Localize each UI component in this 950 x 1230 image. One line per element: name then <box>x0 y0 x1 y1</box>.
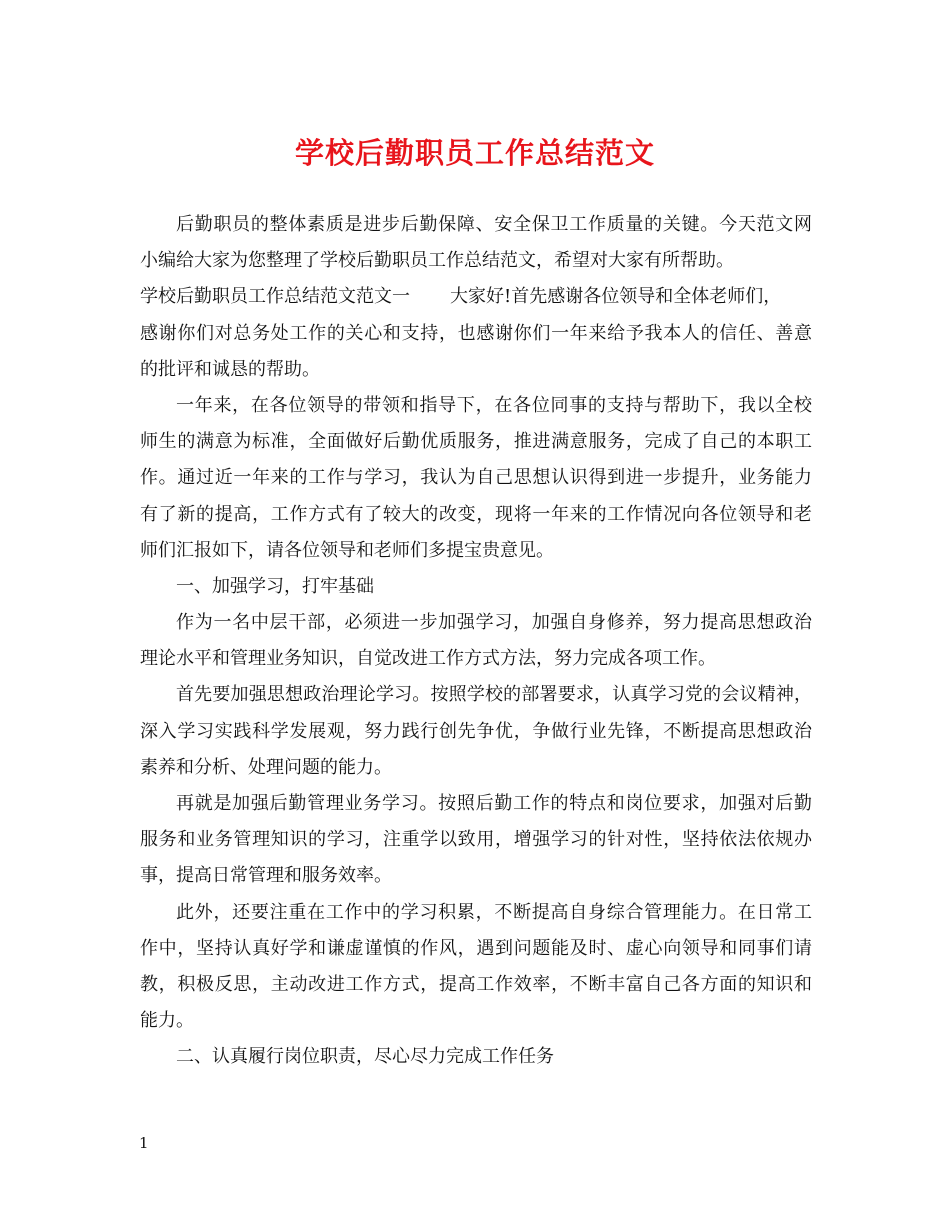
text-line-content: 的批评和诚恳的帮助。 <box>140 358 320 380</box>
text-line <box>140 424 812 460</box>
text-line <box>140 279 812 315</box>
text-line-content: 有了新的提高，工作方式有了较大的改变，现将一年来的工作情况向各位领导和老 <box>140 503 812 525</box>
text-line-content: 首先要加强思想政治理论学习。按照学校的部署要求，认真学习党的会议精神， <box>176 684 812 706</box>
text-line-content: 理论水平和管理业务知识，自觉改进工作方式方法，努力完成各项工作。 <box>140 648 716 670</box>
text-line <box>140 822 812 858</box>
text-line-content: 一、加强学习，打牢基础 <box>176 575 374 597</box>
text-line <box>140 895 812 931</box>
document-body <box>140 207 812 1076</box>
text-line-content: 教，积极反思，主动改进工作方式，提高工作效率，不断丰富自己各方面的知识和 <box>140 973 812 995</box>
text-line-content: 作为一名中层干部，必须进一步加强学习，加强自身修养，努力提高思想政治 <box>176 612 812 634</box>
text-line-content: 学校后勤职员工作总结范文范文一 <box>140 286 410 308</box>
text-line-content: 此外，还要注重在工作中的学习积累，不断提高自身综合管理能力。在日常工 <box>176 901 812 923</box>
text-line-content: 服务和业务管理知识的学习，注重学以致用，增强学习的针对性，坚持依法依规办 <box>140 829 812 851</box>
text-line <box>140 750 812 786</box>
text-line-content: 再就是加强后勤管理业务学习。按照后勤工作的特点和岗位要求，加强对后勤 <box>176 793 812 814</box>
text-line <box>140 1039 812 1075</box>
text-line <box>140 714 812 750</box>
text-line-content: 一年来，在各位领导的带领和指导下，在各位同事的支持与帮助下，我以全校 <box>176 394 812 416</box>
text-line-content: 师生的满意为标准，全面做好后勤优质服务，推进满意服务，完成了自己的本职工 <box>140 431 812 453</box>
document-title: 学校后勤职员工作总结范文 <box>294 136 655 170</box>
text-line <box>140 497 812 533</box>
text-line-content: 作中，坚持认真好学和谦虚谨慎的作风，遇到问题能及时、虚心向领导和同事们请 <box>140 937 812 959</box>
text-line-content: 能力。 <box>140 1010 194 1032</box>
text-line-content: 作。通过近一年来的工作与学习，我认为自己思想认识得到进一步提升，业务能力 <box>140 467 812 489</box>
text-line <box>140 352 812 388</box>
text-line <box>140 677 812 713</box>
text-line <box>140 569 812 605</box>
text-line-content: 事，提高日常管理和服务效率。 <box>140 865 392 887</box>
text-line <box>140 243 812 279</box>
text-line-content: 后勤职员的整体素质是进步后勤保障、安全保卫工作质量的关键。今天范文网 <box>176 214 812 235</box>
text-line <box>140 786 812 822</box>
text-line-content: 小编给大家为您整理了学校后勤职员工作总结范文，希望对大家有所帮助。 <box>140 250 734 272</box>
text-line <box>140 388 812 424</box>
text-line <box>140 533 812 569</box>
text-line-tail: 大家好!首先感谢各位领导和全体老师们， <box>450 286 782 308</box>
text-line <box>140 967 812 1003</box>
text-line <box>140 641 812 677</box>
text-line <box>140 460 812 496</box>
text-line <box>140 931 812 967</box>
text-line <box>140 858 812 894</box>
text-line-content: 二、认真履行岗位职责，尽心尽力完成工作任务 <box>176 1046 554 1068</box>
text-line-content: 素养和分析、处理问题的能力。 <box>140 756 392 778</box>
text-line-content: 师们汇报如下，请各位领导和老师们多提宝贵意见。 <box>140 539 554 561</box>
text-line <box>140 207 812 243</box>
text-line <box>140 1003 812 1039</box>
text-line <box>140 605 812 641</box>
page-number: 1 <box>139 1134 149 1152</box>
text-line-content: 深入学习实践科学发展观，努力践行创先争优，争做行业先锋，不断提高思想政治 <box>140 720 812 742</box>
text-line-content: 感谢你们对总务处工作的关心和支持，也感谢你们一年来给予我本人的信任、善意 <box>140 322 812 344</box>
text-line <box>140 316 812 352</box>
